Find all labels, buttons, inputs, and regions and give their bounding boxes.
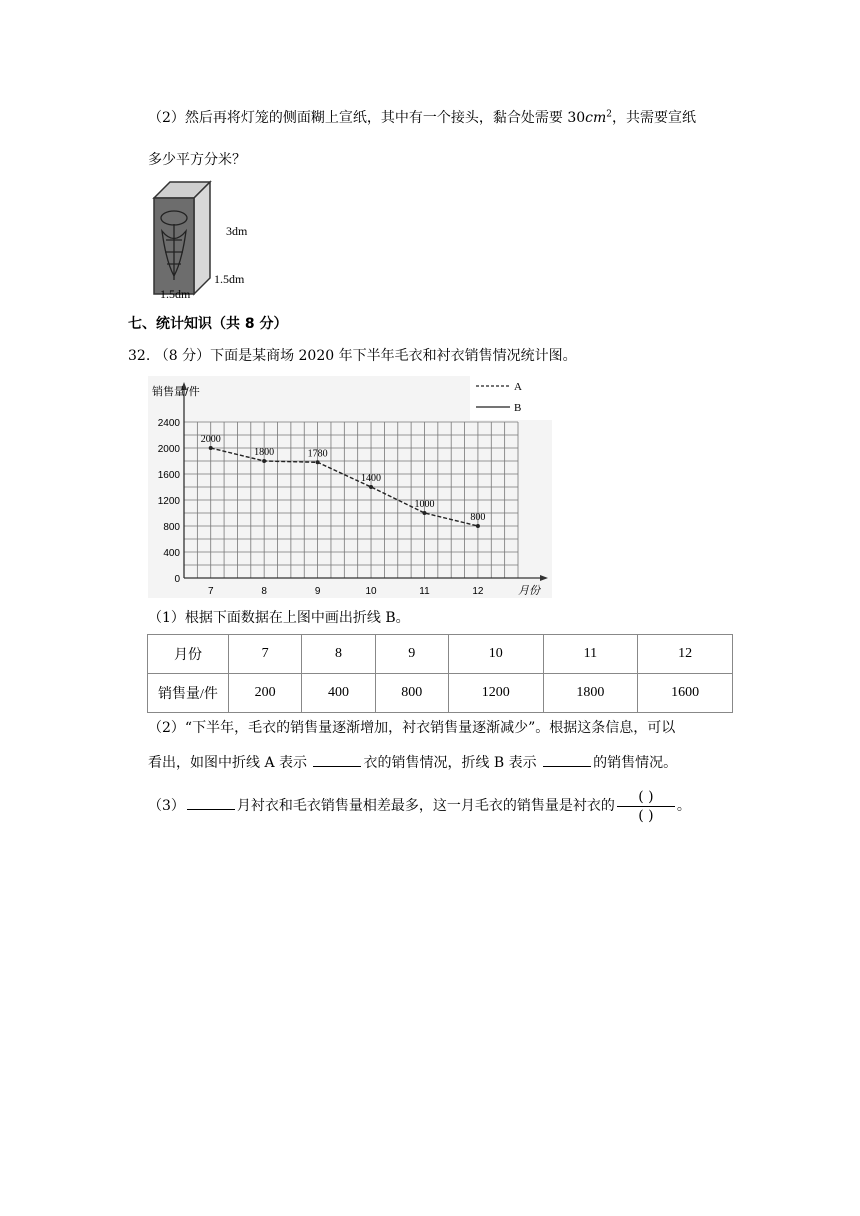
y-tick-label: 1600: [157, 470, 180, 481]
q31-part2-prefix: （2）然后再将灯笼的侧面糊上宣纸，其中有一个接头，黏合处需要 30: [148, 110, 586, 126]
q32-part2-text-c: 的销售情况。: [593, 755, 678, 771]
answer-blank[interactable]: [187, 795, 235, 810]
x-tick-label: 10: [365, 586, 377, 597]
series-a-point: [476, 524, 480, 528]
table-cell: 11: [543, 635, 638, 674]
table-cell: 销售量/件: [148, 674, 229, 713]
q32-part2-text-a: 看出，如图中折线 A 表示: [148, 755, 308, 771]
table-cell: 7: [229, 635, 302, 674]
q32-part2-line1: （2）“下半年，毛衣的销售量逐渐增加，衬衣销售量逐渐减少”。根据这条信息，可以: [148, 720, 676, 736]
y-tick-label: 400: [163, 548, 180, 559]
table-cell: 800: [375, 674, 448, 713]
q31-sup: 2: [606, 109, 613, 120]
q31-unit: cm: [585, 110, 607, 126]
lantern-width-label: 1.5dm: [160, 287, 191, 301]
series-a-point: [369, 485, 373, 489]
fraction-bar: [617, 806, 675, 807]
table-row-month: [148, 635, 733, 674]
q32-part2-text-b: 衣的销售情况，折线 B 表示: [363, 755, 537, 771]
series-a-data-label: 1400: [361, 473, 382, 484]
series-a-point: [316, 460, 320, 464]
x-axis-label: 月份: [518, 584, 540, 597]
table-cell: 10: [448, 635, 543, 674]
chart-legend: [470, 376, 552, 420]
answer-blank[interactable]: [313, 752, 361, 767]
lantern-figure: [148, 176, 258, 304]
y-tick-label: 0: [174, 574, 180, 585]
q32-part3: [148, 788, 691, 824]
series-a-data-label: 1800: [254, 447, 275, 458]
series-a-data-label: 2000: [200, 434, 221, 445]
q31-part2-suffix: ，共需要宣纸: [612, 110, 697, 126]
table-cell: 1800: [543, 674, 638, 713]
sales-data-table: [147, 634, 733, 713]
legend-a-label: A: [514, 381, 522, 393]
y-tick-label: 2400: [157, 418, 180, 429]
x-tick-label: 12: [472, 586, 484, 597]
y-axis-label: 销售量/件: [152, 385, 200, 398]
q32-part1: （1）根据下面数据在上图中画出折线 B。: [148, 610, 410, 626]
table-row-sales: [148, 674, 733, 713]
x-tick-label: 9: [314, 586, 321, 597]
series-a-data-label: 800: [470, 512, 486, 523]
table-cell: 1200: [448, 674, 543, 713]
x-tick-label: 7: [207, 586, 214, 597]
q32-part3-text-a: （3）: [148, 798, 185, 814]
y-tick-label: 800: [163, 522, 180, 533]
fraction-numerator[interactable]: ( ): [638, 788, 654, 805]
answer-blank[interactable]: [543, 752, 591, 767]
fraction-denominator[interactable]: ( ): [638, 807, 654, 824]
q32-number: 32.: [128, 348, 151, 364]
q31-part2-line1: [148, 108, 696, 128]
q31-part2-line2: 多少平方分米？: [148, 152, 246, 168]
answer-fraction[interactable]: [617, 789, 675, 824]
q32-stem: [128, 346, 577, 366]
legend-b-label: B: [514, 402, 522, 414]
table-cell: 8: [302, 635, 375, 674]
legend-background: [470, 376, 552, 420]
series-a-data-label: 1000: [414, 499, 435, 510]
y-tick-label: 1200: [157, 496, 180, 507]
x-tick-label: 11: [419, 586, 430, 597]
series-a-point: [209, 446, 213, 450]
table-cell: 400: [302, 674, 375, 713]
section7-title: 七、统计知识（共 8 分）: [128, 316, 288, 332]
sales-line-chart: [148, 376, 552, 598]
q32-part2-line2: [148, 752, 677, 773]
table-cell: 12: [638, 635, 733, 674]
table-cell: 月份: [148, 635, 229, 674]
x-tick-label: 8: [261, 586, 267, 597]
q32-stem-text: （8 分）下面是某商场 2020 年下半年毛衣和衬衣销售情况统计图。: [154, 348, 577, 364]
series-a-data-label: 1780: [307, 448, 328, 460]
table-cell: 9: [375, 635, 448, 674]
y-tick-label: 2000: [157, 444, 180, 455]
table-cell: 1600: [638, 674, 733, 713]
lantern-side-face: [194, 182, 210, 294]
q32-part3-text-c: 。: [676, 798, 691, 814]
table-cell: 200: [229, 674, 302, 713]
lantern-depth-label: 1.5dm: [214, 272, 245, 286]
lantern-height-label: 3dm: [226, 224, 248, 238]
series-a-point: [422, 511, 426, 515]
q32-part3-text-b: 月衬衣和毛衣销售量相差最多，这一月毛衣的销售量是衬衣的: [236, 798, 615, 814]
series-a-point: [262, 459, 266, 463]
